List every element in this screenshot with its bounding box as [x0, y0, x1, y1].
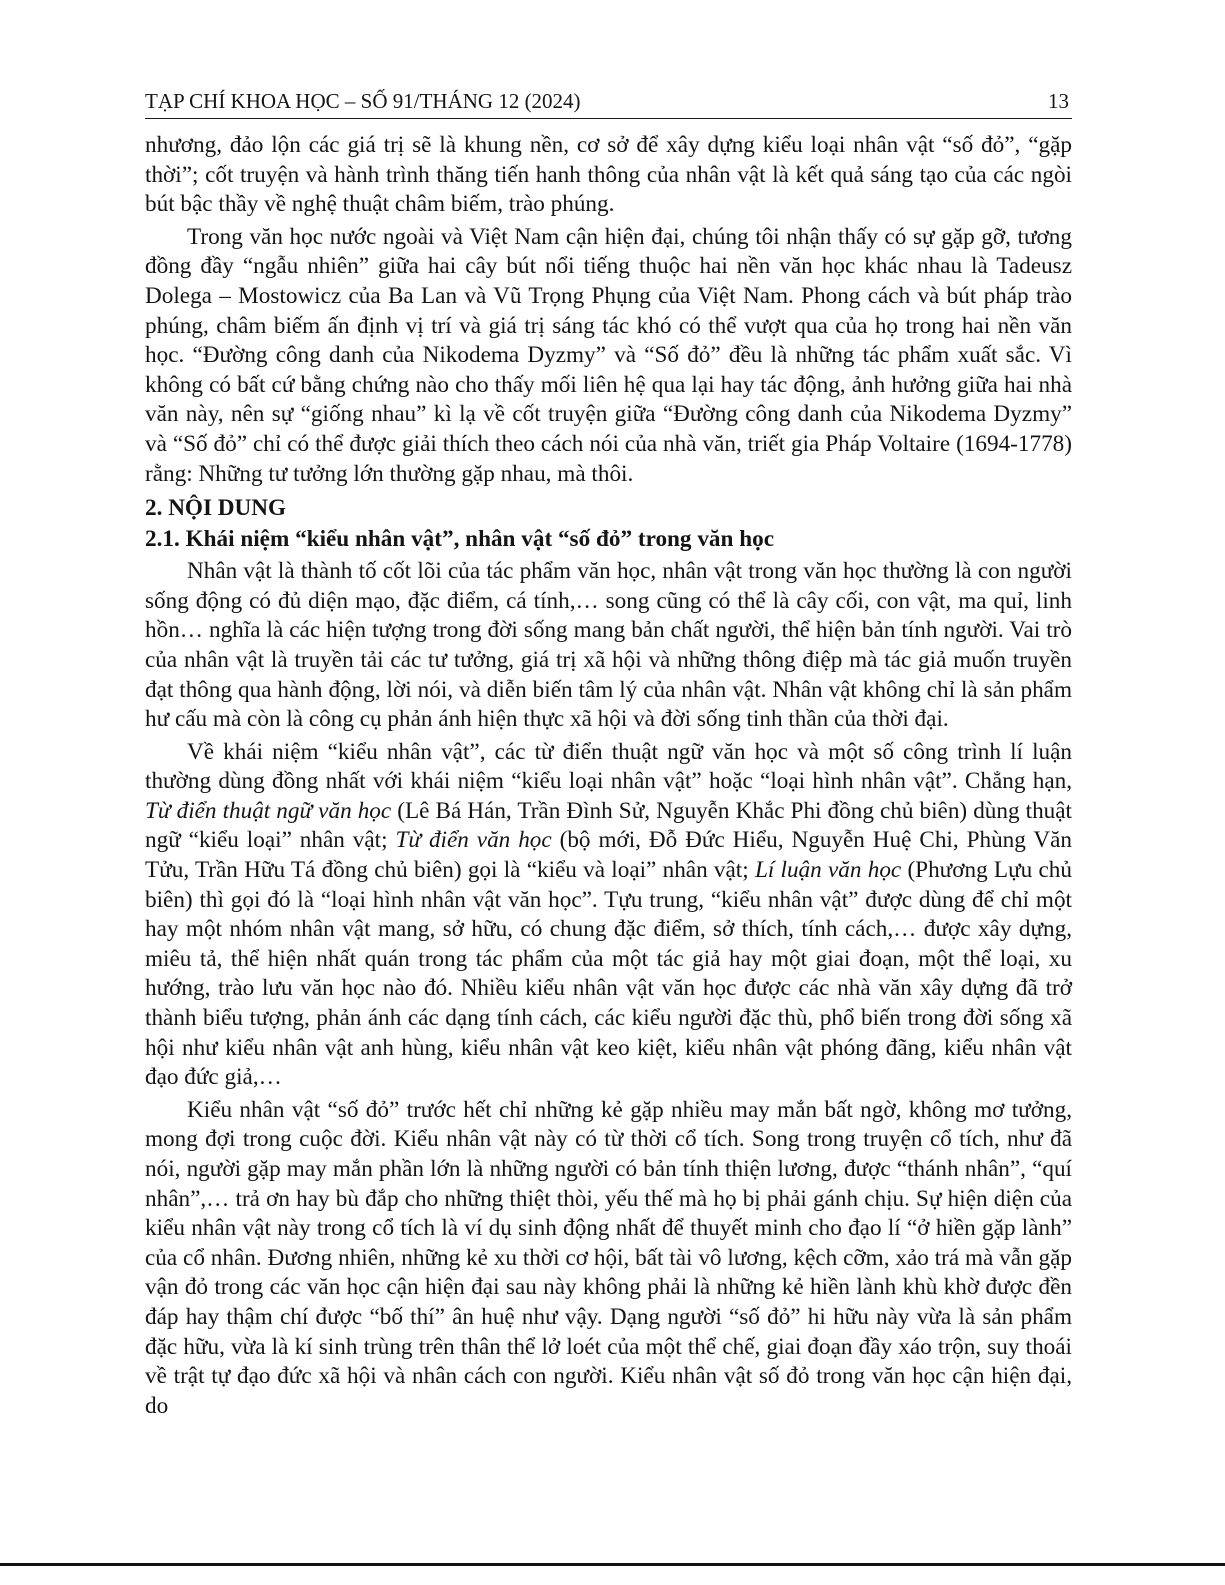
section-heading-content: 2. NỘI DUNG	[145, 495, 287, 522]
text-run: (Phương Lựu chủ biên) thì gọi đó là “loại hình nhân vật văn học”. Tựu trung, “kiểu nhân vật” được dùng để chỉ một hay một nhóm nhân vật mang, sở hữu, có chung đặc điểm, sở thích, tính cách,… được xây dựng, miêu tả, thể hiện nhất quán trong tác phẩm của một tác giả hay một giai đoạn, một thể loại, xu hướng, trào lưu văn học nào đó. Nhiều kiểu nhân vật văn học được các nhà văn xây dựng đã trở thành biểu tượng, phản ánh các dạng tính cách, các kiểu người đặc thù, phổ biến trong đời sống xã hội như kiểu nhân vật anh hùng, kiểu nhân vật keo kiệt, kiểu nhân vật phóng đãng, kiểu nhân vật đạo đức giả,…	[145, 857, 1072, 1091]
book-title-literary-theory: Lí luận văn học	[754, 857, 902, 884]
text-run: (bộ mới, Đỗ Đức Hiểu, Nguyễn Huệ Chi, Phùng Văn Tửu, Trần Hữu Tá đồng chủ biên) gọi là “kiểu và loại” nhân vật;	[145, 827, 1072, 884]
book-title-dictionary-terms: Từ điển thuật ngữ văn học	[145, 797, 392, 824]
paragraph-lucky-character-type: Kiểu nhân vật “số đỏ” trước hết chỉ những kẻ gặp nhiều may mắn bất ngờ, không mơ tưởng, mong đợi trong cuộc đời. Kiểu nhân vật này có từ thời cổ tích. Song trong truyện cổ tích, như đã nói, người gặp may mắn phần lớn là những người có bản tính thiện lương, được “thánh nhân”, “quí nhân”,… trả ơn hay bù đắp cho những thiệt thòi, yếu thế mà họ bị phải gánh chịu. Sự hiện diện của kiểu nhân vật này trong cổ tích là ví dụ sinh động nhất để thuyết minh cho đạo lí “ở hiền gặp lành” của cổ nhân. Đương nhiên, những kẻ xu thời cơ hội, bất tài vô lương, kệch cỡm, xảo trá mà vẫn gặp vận đỏ trong các văn học cận hiện đại sau này không phải là những kẻ hiền lành khù khờ được đền đáp hay thậm chí được “bố thí” ân huệ như vậy. Dạng người “số đỏ” hi hữu này vừa là sản phẩm đặc hữu, vừa là kí sinh trùng trên thân thể lở loét của một thể chế, giai đoạn đầy xáo trộn, suy thoái về trật tự đạo đức xã hội và nhân cách con người. Kiểu nhân vật số đỏ trong văn học cận hiện đại, do	[145, 1096, 1072, 1419]
paragraph-character-definition: Nhân vật là thành tố cốt lõi của tác phẩm văn học, nhân vật trong văn học thường là con người sống động có đủ diện mạo, đặc điểm, cá tính,… song cũng có thể là cây cối, con vật, ma quỉ, linh hồn… nghĩa là các hiện tượng trong đời sống mang bản chất người, thể hiện bản tính người. Vai trò của nhân vật là truyền tải các tư tưởng, giá trị xã hội và những thông điệp mà tác giả muốn truyền đạt thông qua hành động, lời nói, và diễn biến tâm lý của nhân vật. Nhân vật không chỉ là sản phẩm hư cấu mà còn là công cụ phản ánh hiện thực xã hội và đời sống tinh thần của thời đại.	[145, 558, 1072, 733]
paragraph-character-type-concept	[145, 738, 1072, 1093]
paragraph-comparison: Trong văn học nước ngoài và Việt Nam cận hiện đại, chúng tôi nhận thấy có sự gặp gỡ, tương đồng đầy “ngẫu nhiên” giữa hai cây bút nổi tiếng thuộc hai nền văn học khác nhau là Tadeusz Dolega – Mostowicz của Ba Lan và Vũ Trọng Phụng của Việt Nam. Phong cách và bút pháp trào phúng, châm biếm ấn định vị trí và giá trị sáng tác khó có thể vượt qua của họ trong hai nền văn học. “Đường công danh của Nikodema Dyzmy” và “Số đỏ” đều là những tác phẩm xuất sắc. Vì không có bất cứ bằng chứng nào cho thấy mối liên hệ qua lại hay tác động, ảnh hưởng giữa hai nhà văn này, nên sự “giống nhau” kì lạ về cốt truyện giữa “Đường công danh của Nikodema Dyzmy” và “Số đỏ” chỉ có thể được giải thích theo cách nói của nhà văn, triết gia Pháp Voltaire (1694-1778) rằng: Những tư tưởng lớn thường gặp nhau, mà thôi.	[145, 223, 1072, 487]
page-bottom-rule	[0, 1563, 1225, 1566]
paragraph-intro-continued: nhương, đảo lộn các giá trị sẽ là khung nền, cơ sở để xây dựng kiểu loại nhân vật “số đỏ”, “gặp thời”; cốt truyện và hành trình thăng tiến hanh thông của nhân vật là kết quả sáng tạo của các ngòi bút bậc thầy về nghệ thuật châm biếm, trào phúng.	[145, 132, 1072, 218]
article-body	[145, 131, 1072, 1421]
text-run: Về khái niệm “kiểu nhân vật”, các từ điển thuật ngữ văn học và một số công trình lí luận thường dùng đồng nhất với khái niệm “kiểu loại nhân vật” hoặc “loại hình nhân vật”. Chẳng hạn,	[145, 738, 1072, 795]
page-number: 13	[1048, 89, 1069, 113]
running-header	[145, 82, 1072, 119]
journal-title: TẠP CHÍ KHOA HỌC – SỐ 91/THÁNG 12 (2024)	[145, 89, 581, 113]
subsection-heading-concept: 2.1. Khái niệm “kiểu nhân vật”, nhân vật “số đỏ” trong văn học	[145, 526, 774, 553]
text-run: (Lê Bá Hán, Trần Đình Sử, Nguyễn Khắc Phi đồng chủ biên) dùng thuật ngữ “kiểu loại” nhân vật;	[145, 797, 1072, 854]
book-title-literature-dictionary: Từ điển văn học	[395, 827, 552, 854]
